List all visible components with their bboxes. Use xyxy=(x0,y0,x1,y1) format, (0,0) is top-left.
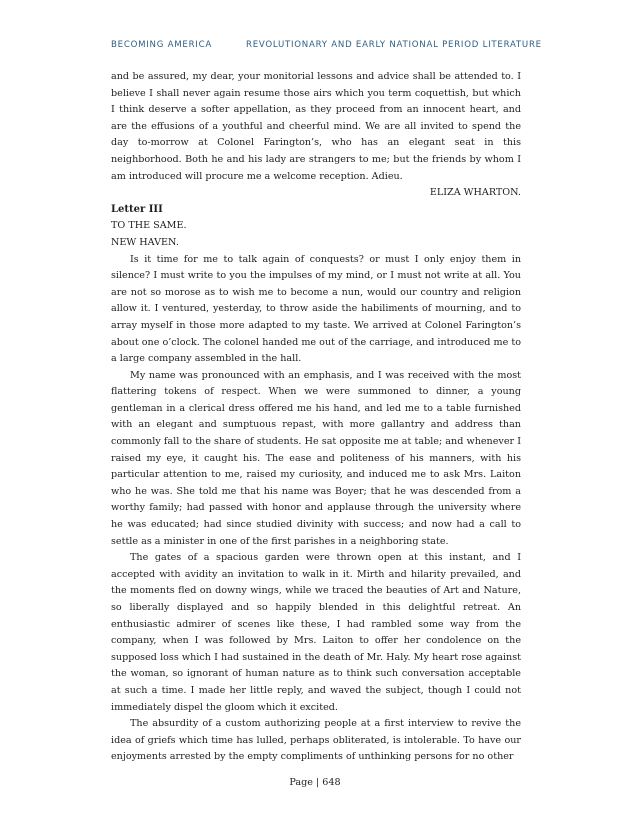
signature: ELIZA WHARTON. xyxy=(429,187,521,199)
page-number: Page | 648 xyxy=(289,777,341,788)
letter-heading: Letter III xyxy=(111,203,163,215)
salutation: TO THE SAME. xyxy=(111,220,187,232)
place-line: NEW HAVEN. xyxy=(111,236,179,248)
page-content xyxy=(111,69,521,766)
paragraph: The absurdity of a custom authorizing people at a first interview to revive the idea of griefs which time has lulled, perhaps obliterated, is intolerable. To have our enjoyments arrested by the empty compliments of unthinking persons for no other xyxy=(111,718,521,763)
series-title: BECOMING AMERICA xyxy=(111,40,212,50)
series-subtitle: REVOLUTIONARY AND EARLY NATIONAL PERIOD LITERATURE xyxy=(245,40,542,50)
paragraph: The gates of a spacious garden were thrown open at this instant, and I accepted with avidity an invitation to walk in it. Mirth and hilarity prevailed, and the moments fled on downy wings, while we traced the beauties of Art and Nature, so liberally displayed and so happily blended in this delightful retreat. An enthusiastic admirer of scenes like these, I had rambled some way from the company, when I was followed by Mrs. Laiton to offer her condolence on the supposed loss which I had sustained in the death of Mr. Haly. My heart rose against the woman, so ignorant of human nature as to think such conversation acceptable at such a time. I made her little reply, and waved the subject, though I could not immediately dispel the gloom which it excited. xyxy=(111,552,521,713)
paragraph: Is it time for me to talk again of conquests? or must I only enjoy them in silence? I must write to you the impulses of my mind, or I must not write at all. You are not so morose as to wish me to become a nun, would our country and religion allow it. I ventured, yesterday, to throw aside the habiliments of mourning, and to array myself in those more adapted to my taste. We arrived at Colonel Farington’s about one o’clock. The colonel handed me out of the carriage, and introduced me to a large company assembled in the hall. xyxy=(111,253,521,365)
paragraph: My name was pronounced with an emphasis, and I was received with the most flattering tokens of respect. When we were summoned to dinner, a young gentleman in a clerical dress offered me his hand, and led me to a table furnished with an elegant and sumptuous repast, with more gallantry and address than commonly fall to the share of students. He sat opposite me at table; and whenever I raised my eye, it caught his. The ease and politeness of his manners, with his particular attention to me, raised my curiosity, and induced me to ask Mrs. Laiton who he was. She told me that his name was Boyer; that he was descended from a worthy family; had passed with honor and applause through the university where he was educated; had since studied divinity with success; and now had a call to settle as a minister in one of the first parishes in a neighboring state. xyxy=(111,369,521,547)
opening-paragraph: and be assured, my dear, your monitorial lessons and advice shall be attended to. I believe I shall never again resume those airs which you term coquettish, but which I think deserve a softer appellation, as they proceed from an innocent heart, and are the effusions of a youthful and cheerful mind. We are all invited to spend the day to-morrow at Colonel Farington’s, who has an elegant seat in this neighborhood. Both he and his lady are strangers to me; but the friends by whom I am introduced will procure me a welcome reception. Adieu. xyxy=(111,71,521,182)
running-header xyxy=(111,40,542,50)
